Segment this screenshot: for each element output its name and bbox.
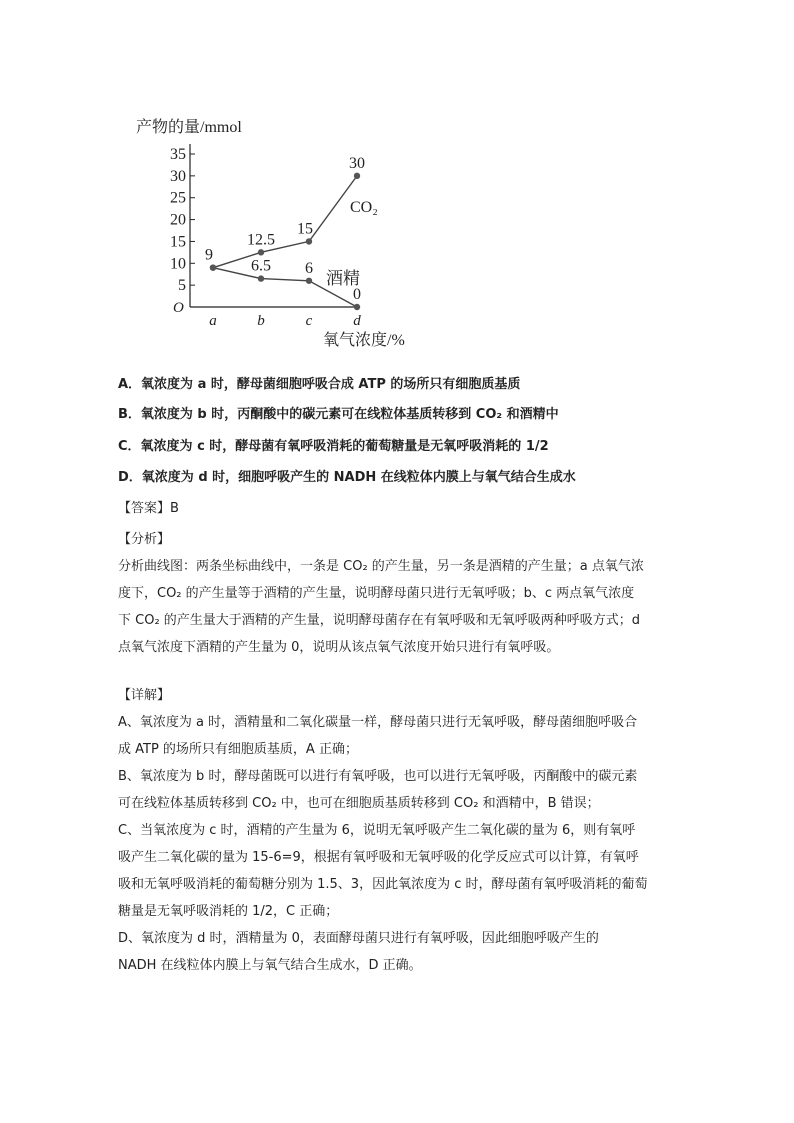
series-name-alcohol: 酒精 bbox=[326, 269, 360, 288]
detail-line: B、氧浓度为 b 时，酵母菌既可以进行有氧呼吸，也可以进行无氧呼吸，丙酮酸中的碳元素 bbox=[118, 769, 638, 784]
detail-line: C、当氧浓度为 c 时，酒精的产生量为 6，说明无氧呼吸产生二氧化碳的量为 6，则有氧呼 bbox=[118, 823, 636, 838]
detail-line: NADH 在线粒体内膜上与氧气结合生成水，D 正确。 bbox=[118, 958, 422, 973]
analysis-line: 度下，CO₂ 的产生量等于酒精的产生量，说明酵母菌只进行无氧呼吸；b、c 两点氧气浓度 bbox=[118, 586, 635, 601]
data-point bbox=[354, 173, 360, 179]
data-label: 15 bbox=[297, 220, 313, 238]
detail-line: 吸和无氧呼吸消耗的葡萄糖分别为 1.5、3，因此氧浓度为 c 时，酵母菌有氧呼吸消耗的葡萄 bbox=[118, 877, 648, 892]
x-tick-label: a bbox=[209, 313, 217, 329]
data-point bbox=[306, 238, 312, 244]
data-label: 30 bbox=[349, 154, 365, 172]
analysis-line: 下 CO₂ 的产生量大于酒精的产生量，说明酵母菌存在有氧呼吸和无氧呼吸两种呼吸方式；d bbox=[118, 613, 641, 628]
detail-line: 吸产生二氧化碳的量为 15-6=9，根据有氧呼吸和无氧呼吸的化学反应式可以计算，有氧呼 bbox=[118, 850, 639, 865]
data-label: 0 bbox=[353, 286, 361, 303]
data-point bbox=[258, 275, 264, 281]
option-c: C．氧浓度为 c 时，酵母菌有氧呼吸消耗的葡萄糖量是无氧呼吸消耗的 1/2 bbox=[118, 439, 549, 454]
data-point bbox=[258, 249, 264, 255]
analysis-text bbox=[118, 553, 678, 661]
y-tick-label: 20 bbox=[170, 211, 186, 229]
oxygen-product-chart bbox=[118, 112, 448, 352]
x-tick-label: b bbox=[257, 313, 265, 329]
y-axis-title: 产物的量/mmol bbox=[136, 119, 242, 136]
y-tick-label: 30 bbox=[170, 167, 186, 185]
analysis-line: 分析曲线图：两条坐标曲线中，一条是 CO₂ 的产生量，另一条是酒精的产生量；a 点氧气浓 bbox=[118, 559, 644, 574]
detail-line: A、氧浓度为 a 时，酒精量和二氧化碳量一样，酵母菌只进行无氧呼吸，酵母菌细胞呼吸合 bbox=[118, 715, 638, 730]
detail-line: 成 ATP 的场所只有细胞质基质，A 正确； bbox=[118, 742, 358, 757]
y-tick-label: 35 bbox=[170, 146, 186, 163]
series-name-co2: CO₂ bbox=[350, 199, 378, 216]
option-a: A．氧浓度为 a 时，酵母菌细胞呼吸合成 ATP 的场所只有细胞质基质 bbox=[118, 377, 521, 392]
y-tick-label: 25 bbox=[170, 189, 186, 207]
x-axis-title: 氧气浓度/% bbox=[323, 332, 405, 349]
origin-label: O bbox=[173, 300, 184, 316]
detail-heading: 【详解】 bbox=[118, 688, 171, 703]
option-b: B．氧浓度为 b 时，丙酮酸中的碳元素可在线粒体基质转移到 CO₂ 和酒精中 bbox=[118, 407, 559, 422]
y-tick-label: 15 bbox=[170, 233, 186, 251]
data-point bbox=[306, 278, 312, 284]
detail-text bbox=[118, 709, 678, 979]
answer: 【答案】B bbox=[118, 501, 179, 516]
y-tick-label: 10 bbox=[170, 255, 186, 273]
data-point bbox=[354, 304, 360, 310]
analysis-heading: 【分析】 bbox=[118, 532, 171, 547]
x-tick-label: c bbox=[305, 313, 313, 329]
data-label: 6.5 bbox=[251, 257, 271, 275]
data-label: 12.5 bbox=[247, 231, 275, 249]
y-tick-label: 5 bbox=[178, 277, 186, 295]
detail-line: 糖量是无氧呼吸消耗的 1/2，C 正确； bbox=[118, 904, 339, 919]
data-label: 9 bbox=[205, 246, 213, 264]
option-d: D．氧浓度为 d 时，细胞呼吸产生的 NADH 在线粒体内膜上与氧气结合生成水 bbox=[118, 470, 576, 485]
data-label: 6 bbox=[305, 259, 313, 277]
series-line-co2 bbox=[213, 176, 357, 268]
analysis-line: 点氧气浓度下酒精的产生量为 0，说明从该点氧气浓度开始只进行有氧呼吸。 bbox=[118, 640, 560, 655]
detail-line: 可在线粒体基质转移到 CO₂ 中，也可在细胞质基质转移到 CO₂ 和酒精中，B 错误； bbox=[118, 796, 600, 811]
detail-line: D、氧浓度为 d 时，酒精量为 0，表面酵母菌只进行有氧呼吸，因此细胞呼吸产生的 bbox=[118, 931, 599, 946]
x-tick-label: d bbox=[353, 313, 361, 329]
data-point bbox=[210, 264, 216, 270]
